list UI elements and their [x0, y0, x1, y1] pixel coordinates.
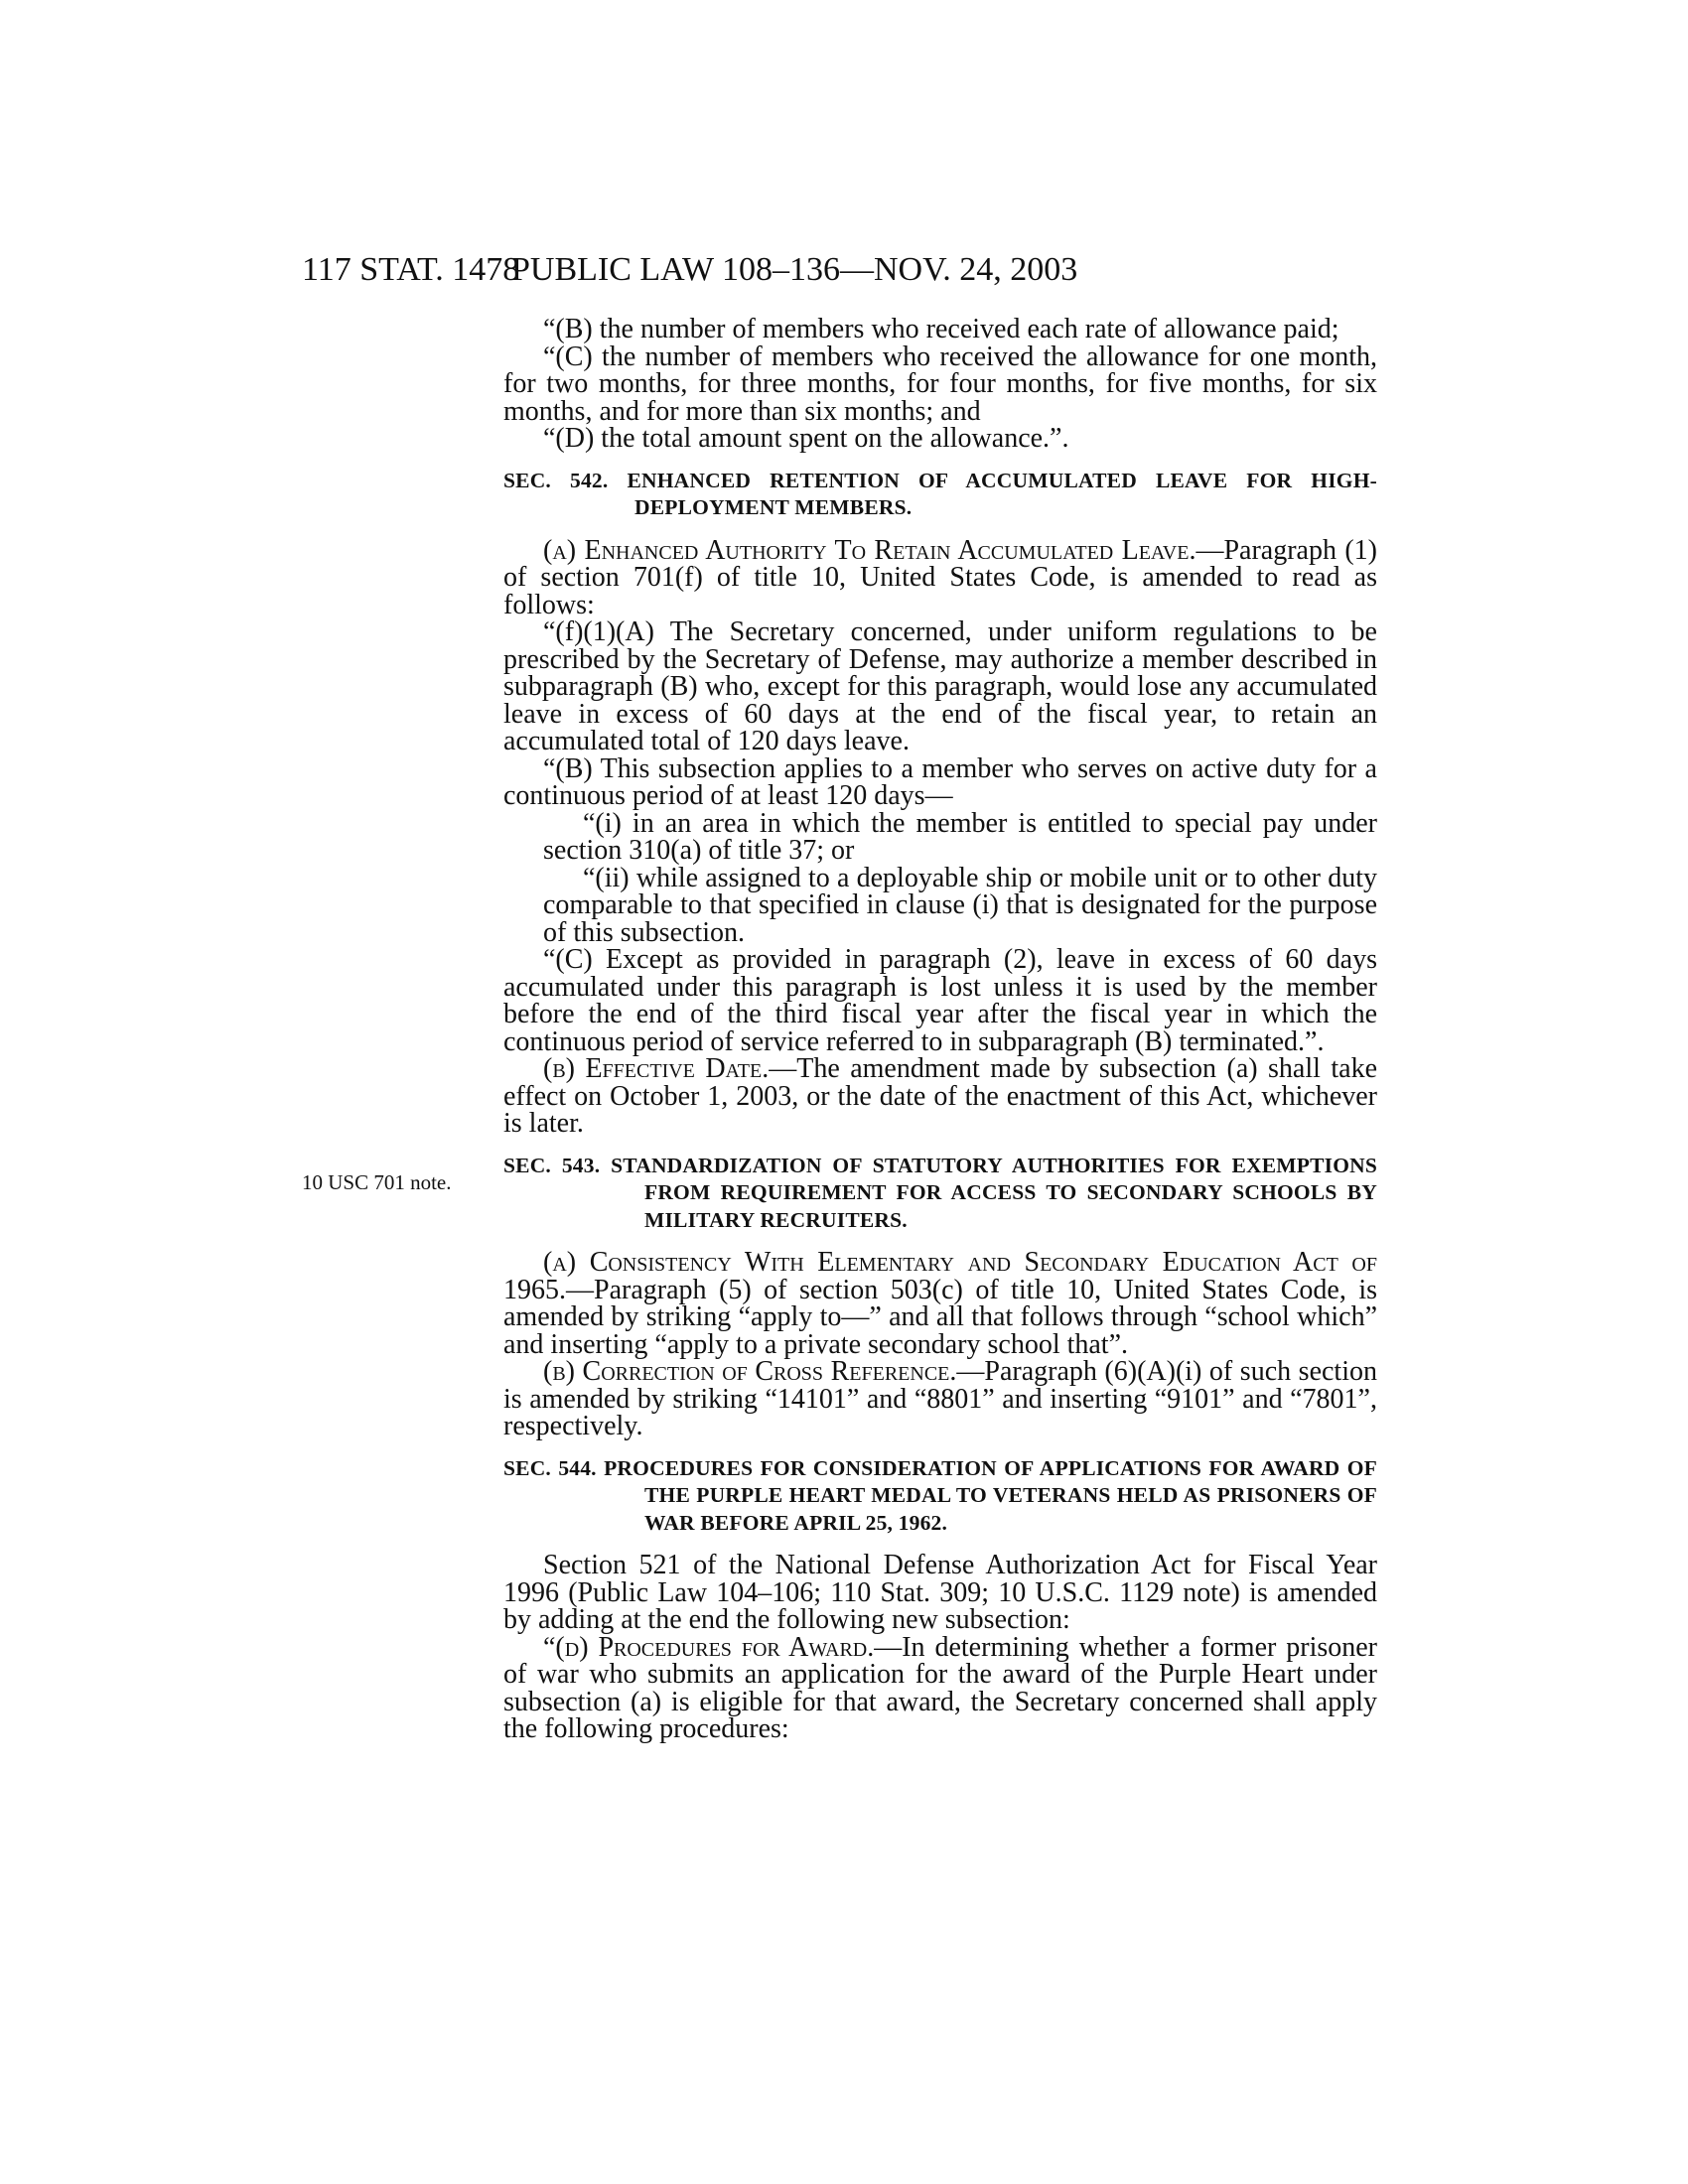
document-body [503, 316, 1377, 1743]
section-544-subsection-d [503, 1631, 1377, 1744]
subsection-caption: (b) Correction of Cross Reference.— [543, 1356, 985, 1387]
stat-page-reference: 117 STAT. 1478 [302, 251, 520, 288]
subsection-text: Paragraph (5) of section 503(c) of title 10, United States Code, is amended by striking “apply to—” and all that follows through “school which” and inserting “apply to a private secondary school that”. [503, 1274, 1377, 1360]
subsection-text: Paragraph (1) of section 701(f) of title 10, United States Code, is amended to read as follows: [503, 534, 1378, 620]
section-542-B-i: “(i) in an area in which the member is entitled to special pay under section 310(a) of title 37; or [543, 807, 1377, 866]
section-544-heading: SEC. 544. PROCEDURES FOR CONSIDERATION OF APPLICATIONS FOR AWARD OF THE PURPLE HEART MEDAL TO VETERANS HELD AS PRISONERS OF WAR BEFORE APRIL 25, 1962. [503, 1455, 1377, 1535]
subsection-text: Paragraph (6)(A)(i) of such section is amended by striking “14101” and “8801” and inserting “9101” and “7801”, respectively. [503, 1356, 1377, 1441]
subsection-text: The amendment made by subsection (a) shall take effect on October 1, 2003, or the date of the enactment of this Act, whichever is later. [503, 1053, 1378, 1139]
section-542-f1A: “(f)(1)(A) The Secretary concerned, under uniform regulations to be prescribed by the Secretary of Defense, may authorize a member described in subparagraph (B) who, except for this paragraph, would lose any accumulated leave in excess of 60 days at the end of the fiscal year, to retain an accumulated total of 120 days leave. [503, 616, 1377, 756]
section-543-heading: SEC. 543. STANDARDIZATION OF STATUTORY AUTHORITIES FOR EXEMPTIONS FROM REQUIREMENT FOR ACCESS TO SECONDARY SCHOOLS BY MILITARY RECRUITERS. [503, 1153, 1377, 1232]
section-544-intro: Section 521 of the National Defense Authorization Act for Fiscal Year 1996 (Public Law 104–106; 110 Stat. 309; 10 U.S.C. 1129 note) is amended by adding at the end the following new subsection: [503, 1550, 1377, 1635]
section-542-B: “(B) This subsection applies to a member who serves on active duty for a continuous period of at least 120 days— [503, 752, 1377, 811]
section-542-B-ii: “(ii) while assigned to a deployable ship or mobile unit or to other duty comparable to that specified in clause (i) that is designated for the purpose of this subsection. [543, 862, 1377, 948]
public-law-reference: PUBLIC LAW 108–136—NOV. 24, 2003 [511, 251, 1078, 288]
paragraph-d: “(D) the total amount spent on the allowance.”. [543, 423, 1069, 454]
section-542-C: “(C) Except as provided in paragraph (2), leave in excess of 60 days accumulated under this paragraph is lost unless it is used by the member before the end of the third fiscal year after the fiscal year in which the continuous period of service referred to in subparagraph (B) terminated.”. [503, 944, 1377, 1057]
subsection-caption: (b) Effective Date.— [543, 1053, 797, 1084]
subsection-caption: (a) Enhanced Authority To Retain Accumulated Leave.— [543, 534, 1224, 566]
margin-note-usc: 10 USC 701 note. [302, 1170, 452, 1194]
paragraph-b: “(B) the number of members who received each rate of allowance paid; [543, 314, 1339, 344]
section-543-subsection-b [503, 1358, 1377, 1440]
section-542-heading: SEC. 542. ENHANCED RETENTION OF ACCUMULATED LEAVE FOR HIGH-DEPLOYMENT MEMBERS. [503, 468, 1377, 519]
section-543-subsection-a [503, 1249, 1377, 1358]
paragraph-c: “(C) the number of members who received the allowance for one month, for two months, for three months, for four months, for five months, for six months, and for more than six months; and [503, 341, 1377, 427]
subsection-caption: (a) Consistency With Elementary and Secondary Education Act of 1965.— [503, 1247, 1377, 1305]
subsection-text: In determining whether a former prisoner of war who submits an application for the award of the Purple Heart under subsection (a) is eligible for that award, the Secretary concerned shall apply the following procedures: [503, 1631, 1377, 1744]
subsection-caption: “(d) Procedures for Award.— [543, 1631, 903, 1663]
section-542-subsection-a [503, 534, 1378, 620]
section-542-subsection-b [503, 1055, 1377, 1138]
